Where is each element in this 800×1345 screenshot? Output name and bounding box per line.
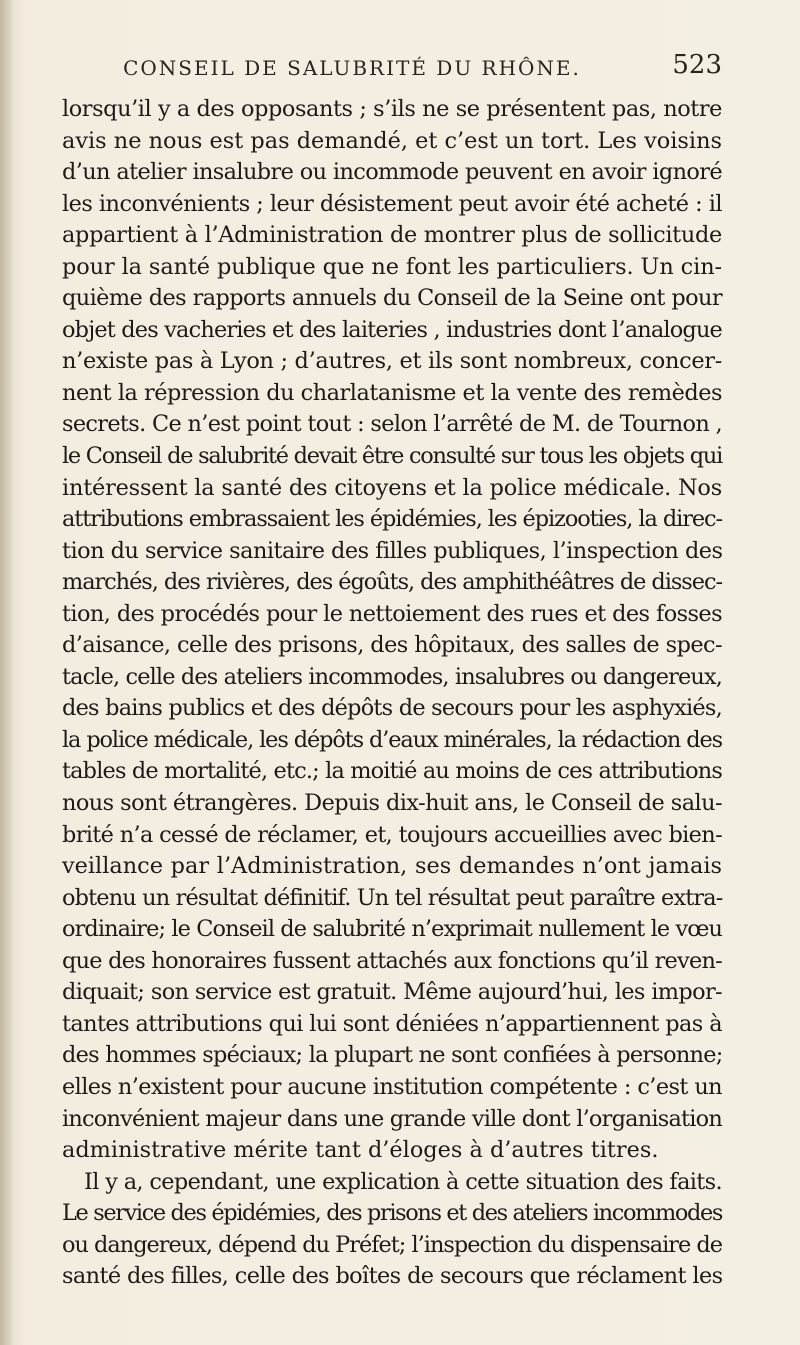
- text-line: avis ne nous est pas demandé, et c’est un tort. Les voisins: [62, 127, 722, 154]
- text-line: ordinaire; le Conseil de salubrité n’exprimait nullement le vœu: [62, 916, 722, 943]
- text-line: Le service des épidémies, des prisons et des ateliers incommodes: [62, 1200, 722, 1227]
- page-header: [72, 50, 722, 90]
- text-line: obtenu un résultat définitif. Un tel résultat peut paraître extra-: [62, 884, 723, 911]
- text-line: nent la répression du charlatanisme et la vente des remèdes: [62, 379, 723, 406]
- text-line: intéressent la santé des citoyens et la police médicale. Nos: [62, 474, 722, 501]
- text-line: santé des filles, celle des boîtes de secours que réclament les: [62, 1263, 723, 1290]
- page-number: 523: [672, 50, 722, 80]
- text-line: pour la santé publique que ne font les particuliers. Un cin-: [62, 253, 722, 280]
- text-line: tion, des procédés pour le nettoiement des rues et des fosses: [62, 600, 722, 627]
- text-line: des bains publics et des dépôts de secours pour les asphyxiés,: [62, 695, 722, 722]
- text-line: lorsqu’il y a des opposants ; s’ils ne se présentent pas, notre: [62, 96, 722, 122]
- text-line: ou dangereux, dépend du Préfet; l’inspection du dispensaire de: [62, 1231, 723, 1258]
- text-line: nous sont étrangères. Depuis dix-huit ans, le Conseil de salu-: [62, 790, 722, 817]
- text-line: elles n’existent pour aucune institution compétente : c’est un: [62, 1073, 722, 1100]
- text-line: brité n’a cessé de réclamer, et, toujours accueillies avec bien-: [62, 821, 722, 848]
- text-line: appartient à l’Administration de montrer plus de sollicitude: [62, 222, 722, 249]
- text-line: diquait; son service est gratuit. Même aujourd’hui, les impor-: [62, 979, 722, 1006]
- body-text: [62, 94, 722, 1293]
- text-line: le Conseil de salubrité devait être consulté sur tous les objets qui: [62, 443, 722, 470]
- paragraph-start-line: Il y a, cependant, une explication à cette situation des faits.: [84, 1168, 722, 1195]
- text-line: quième des rapports annuels du Conseil de la Seine ont pour: [62, 285, 722, 312]
- text-line: veillance par l’Administration, ses demandes n’ont jamais: [62, 853, 722, 880]
- running-title: CONSEIL DE SALUBRITÉ DU RHÔNE.: [123, 56, 581, 80]
- text-line: secrets. Ce n’est point tout : selon l’arrêté de M. de Tournon ,: [62, 411, 722, 438]
- text-line: attributions embrassaient les épidémies, les épizooties, la direc-: [62, 506, 722, 533]
- text-line: que des honoraires fussent attachés aux fonctions qu’il reven-: [62, 947, 722, 974]
- text-line: tacle, celle des ateliers incommodes, insalubres ou dangereux,: [62, 663, 722, 690]
- text-line: tantes attributions qui lui sont déniées n’appartiennent pas à: [62, 1010, 722, 1037]
- text-line: tables de mortalité, etc.; la moitié au moins de ces attributions: [62, 758, 722, 785]
- text-line: des hommes spéciaux; la plupart ne sont confiées à personne;: [62, 1042, 723, 1069]
- paragraph-end-line: administrative mérite tant d’éloges à d’autres titres.: [62, 1137, 659, 1164]
- text-line: d’un atelier insalubre ou incommode peuvent en avoir ignoré: [62, 159, 722, 186]
- text-line: n’existe pas à Lyon ; d’autres, et ils sont nombreux, concer-: [62, 348, 722, 375]
- text-line: d’aisance, celle des prisons, des hôpitaux, des salles de spec-: [62, 632, 722, 659]
- text-line: la police médicale, les dépôts d’eaux minérales, la rédaction des: [62, 726, 722, 753]
- text-line: objet des vacheries et des laiteries , industries dont l’analogue: [62, 316, 722, 343]
- page-gutter-edge: [0, 0, 14, 1345]
- text-line: marchés, des rivières, des égoûts, des amphithéâtres de dissec-: [62, 569, 722, 596]
- text-line: inconvénient majeur dans une grande ville dont l’organisation: [62, 1105, 722, 1132]
- text-line: tion du service sanitaire des filles publiques, l’inspection des: [62, 537, 723, 564]
- text-line: les inconvénients ; leur désistement peut avoir été acheté : il: [62, 190, 722, 217]
